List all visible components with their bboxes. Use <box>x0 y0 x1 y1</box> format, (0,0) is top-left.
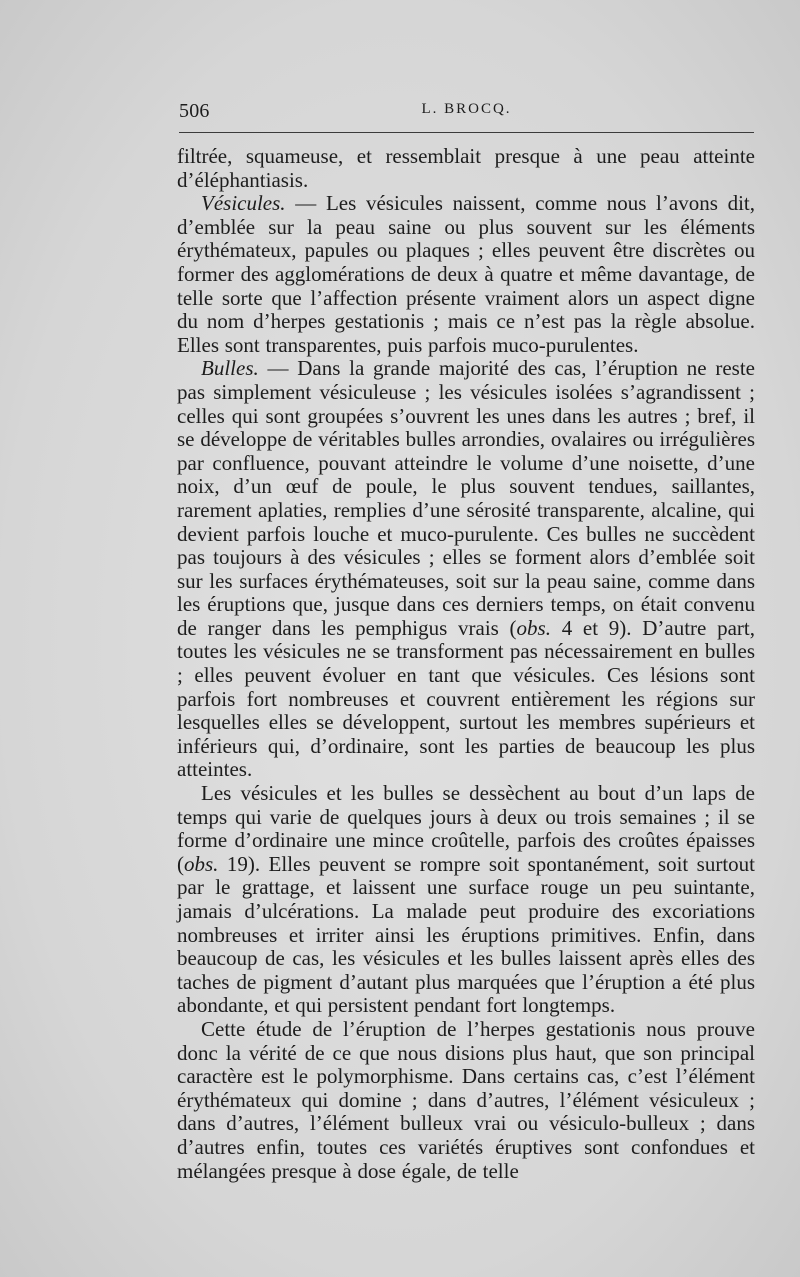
section-title-bulles: Bulles. <box>201 356 259 381</box>
running-head <box>179 100 754 128</box>
body-text <box>177 145 755 1183</box>
paragraph-text-part-a: Les vésicules et les bulles se dessèchent au bout d’un laps de temps qui varie de quelques jours à deux ou trois semaines ; il se forme d’ordinaire une mince croûtelle, parfois des croûtes épaisses ( <box>177 781 755 876</box>
paragraph-text: Cette étude de l’éruption de l’herpes gestationis nous prouve donc la vérité de ce que nous disions plus haut, que son principal caractère est le polymorphisme. Dans certains cas, c’est l’élément érythémateux qui domine ; dans d’autres, l’élément vésiculeux ; dans d’autres, l’élément bulleux vrai ou vésiculo-bulleux ; dans d’autres enfin, toutes ces variétés éruptives sont confondues et mélangées presque à dose égale, de telle <box>177 1016 755 1183</box>
paragraph-text-part-a: — Dans la grande majorité des cas, l’éruption ne reste pas simplement vésiculeuse ; les vésicules isolées s’agrandissent ; celles qui sont groupées s’ouvrent les unes dans les autres ; bref, il se développe de véritables bulles arrondies, ovalaires ou irrégulières par confluence, pouvant atteindre le volume d’une noisette, d’une noix, d’un œuf de poule, le plus souvent tendues, saillantes, rarement aplaties, remplies d’une sérosité transparente, alcaline, qui devient parfois louche et muco-purulente. Ces bulles ne succèdent pas toujours à des vésicules ; elles se forment alors d’emblée soit sur les surfaces érythémateuses, soit sur la peau saine, comme dans les éruptions que, jusque dans ces derniers temps, on était convenu de ranger dans les pemphigus vrais ( <box>177 356 755 640</box>
observation-reference: obs. <box>516 615 551 640</box>
paragraph-vesicules <box>177 192 755 357</box>
paragraph-continuation <box>177 145 755 192</box>
paragraph-polymorphism <box>177 1018 755 1183</box>
section-title-vesicules: Vésicules. <box>201 191 286 216</box>
paragraph-text-part-b: 19). Elles peuvent se rompre soit spontanément, soit surtout par le grattage, et laissent une surface rouge un peu suintante, jamais d’ulcérations. La malade peut produire des excoriations nombreuses et irriter ainsi les éruptions primitives. Enfin, dans beaucoup de cas, les vésicules et les bulles laissent après elles des taches de pigment d’autant plus marquées que l’éruption a été plus abondante, et qui persistent pendant fort longtemps. <box>177 851 755 1018</box>
running-author: L. BROCQ. <box>421 101 512 117</box>
paragraph-drying-lesions <box>177 782 755 1018</box>
paragraph-text-part-b: 4 et 9). D’autre part, toutes les vésicules ne se transforment pas nécessairement en bulles ; elles peuvent évoluer en tant que vésicules. Ces lésions sont parfois fort nombreuses et couvrent entièrement les régions sur lesquelles elles se développent, surtout les membres supérieurs et inférieurs qui, d’ordinaire, sont les parties de beaucoup les plus atteintes. <box>177 615 755 782</box>
page-number: 506 <box>179 100 210 122</box>
observation-reference: obs. <box>184 851 219 876</box>
paragraph-bulles <box>177 357 755 782</box>
paragraph-text: filtrée, squameuse, et ressemblait presque à une peau atteinte d’éléphantiasis. <box>177 144 755 192</box>
paragraph-text: — Les vésicules naissent, comme nous l’avons dit, d’emblée sur la peau saine ou plus souvent sur les éléments érythémateux, papules ou plaques ; elles peuvent être discrètes ou former des agglomérations de deux à quatre et même davantage, de telle sorte que l’affection présente vraiment alors un aspect digne du nom d’herpes gestationis ; mais ce n’est pas la règle absolue. Elles sont transparentes, puis parfois muco-purulentes. <box>177 191 755 357</box>
header-rule <box>179 132 754 133</box>
